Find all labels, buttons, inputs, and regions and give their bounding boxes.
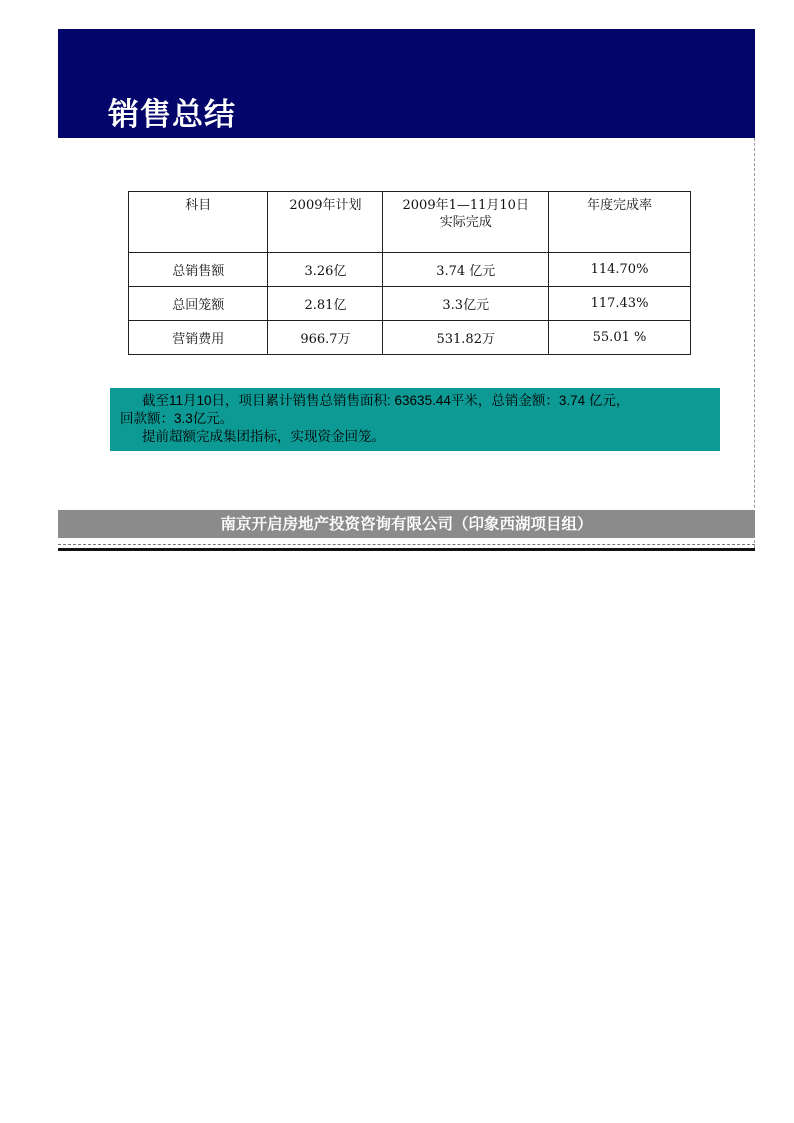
table-row	[129, 321, 691, 355]
table-row	[129, 253, 691, 287]
table-cell: 总回笼额	[129, 287, 268, 321]
table-cell: 营销费用	[129, 321, 268, 355]
slide-page	[58, 29, 755, 552]
header-cell-actual-line1: 2009年1—11月10日	[402, 198, 529, 213]
table-cell: 966.7万	[268, 321, 383, 355]
header-cell-plan: 2009年计划	[268, 192, 383, 253]
sales-summary-table	[128, 191, 691, 355]
note-line: 截至11月10日，项目累计销售总销售面积: 63635.44平米，总销金额：3.74 亿元，	[142, 393, 630, 408]
table-cell: 117.43%	[549, 287, 691, 321]
table-header-row	[129, 192, 691, 253]
header-band	[58, 29, 755, 138]
table-row	[129, 287, 691, 321]
summary-note-box	[110, 388, 720, 451]
table-cell: 2.81亿	[268, 287, 383, 321]
table-cell: 3.26亿	[268, 253, 383, 287]
note-line: 回款额：3.3亿元。	[120, 411, 234, 426]
table-cell: 3.74 亿元	[383, 253, 549, 287]
header-cell-actual	[383, 192, 549, 253]
header-cell-rate: 年度完成率	[549, 192, 691, 253]
footer-solid-rule	[58, 548, 755, 551]
table-cell: 3.3亿元	[383, 287, 549, 321]
header-cell-actual-line2: 实际完成	[439, 215, 492, 230]
right-dashed-border	[754, 138, 755, 548]
footer-dashed-rule	[58, 544, 755, 545]
note-line: 提前超额完成集团指标，实现资金回笼。	[142, 429, 385, 444]
page-title: 销售总结	[108, 97, 236, 133]
header-cell-subject: 科目	[129, 192, 268, 253]
table-cell: 531.82万	[383, 321, 549, 355]
table-cell: 114.70%	[549, 253, 691, 287]
table-cell: 总销售额	[129, 253, 268, 287]
table-cell: 55.01 %	[549, 321, 691, 355]
footer-company-band: 南京开启房地产投资咨询有限公司（印象西湖项目组）	[58, 510, 755, 538]
